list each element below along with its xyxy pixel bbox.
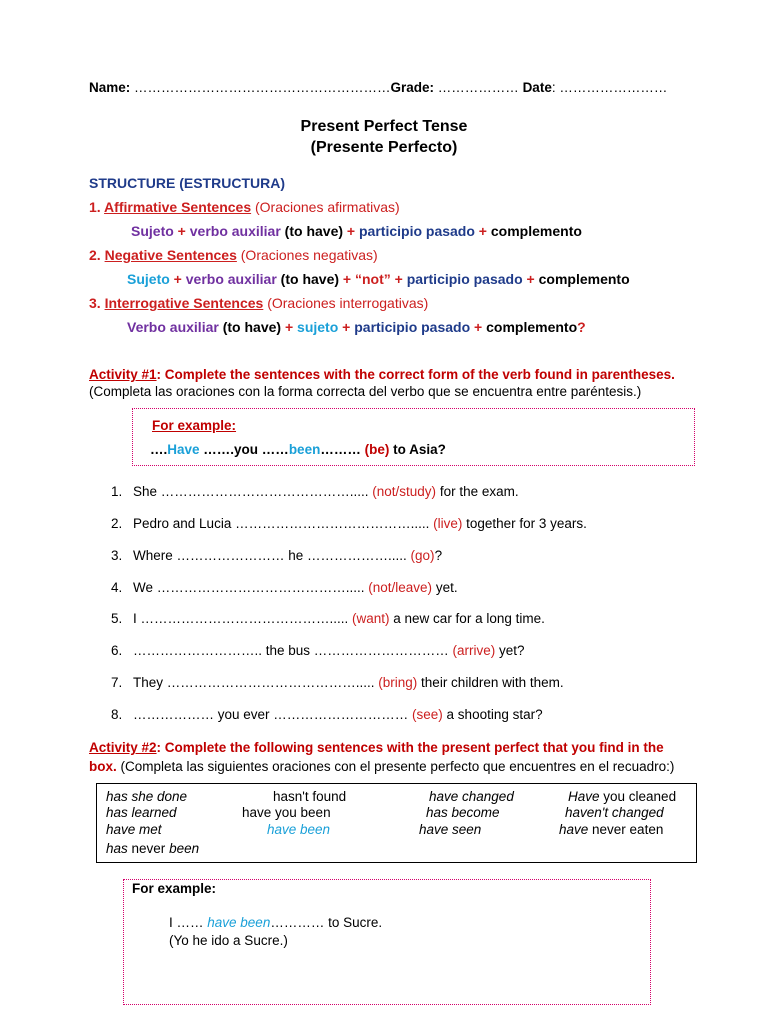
activity2-instruction: : Complete the following sentences with the present perfect that you find in the box. (89, 740, 664, 774)
date-colon: : (551, 80, 556, 95)
formula-complement: complemento (490, 223, 582, 239)
item-rest: for the exam. (436, 484, 519, 499)
affirmative-heading (89, 199, 400, 215)
name-label: Name: (89, 80, 131, 95)
formula-to-have: (to have) (280, 223, 344, 239)
name-blank[interactable]: ………………………………………………… (130, 80, 391, 95)
exercise-item[interactable] (111, 516, 587, 531)
formula-aux-verb: verbo auxiliar (189, 223, 281, 239)
word-option: have been (267, 822, 331, 837)
item-blank[interactable]: ……………………….. the bus ………………………… (133, 643, 453, 658)
formula-aux-verb: verbo auxiliar (185, 271, 277, 287)
item-number: 2. (111, 516, 123, 531)
word-option: have you been (242, 805, 331, 820)
example1-sentence (150, 442, 446, 457)
negative-label: Negative Sentences (104, 247, 237, 263)
example2-answer: have been (207, 915, 271, 930)
word-option-part: has (106, 841, 128, 856)
plus-sign: + (169, 271, 186, 287)
formula-participle: participio pasado (354, 319, 471, 335)
item-number: 7. (111, 675, 123, 690)
example2-pre: I …… (169, 915, 208, 930)
item-rest: their children with them. (417, 675, 564, 690)
exercise-item[interactable] (111, 580, 458, 595)
title-spanish: (Presente Perfecto) (310, 139, 458, 156)
item-blank[interactable]: She ……………………………………..... (133, 484, 373, 499)
item-verb: (want) (352, 611, 390, 626)
exercise-item[interactable] (111, 484, 519, 499)
plus-sign: + (339, 271, 355, 287)
plus-sign: + (281, 319, 298, 335)
formula-subject: sujeto (297, 319, 339, 335)
item-verb: (not/leave) (368, 580, 433, 595)
activity1-heading (89, 367, 675, 382)
example2-label: For example: (132, 881, 217, 896)
example2-sentence (169, 915, 382, 930)
word-option: haven't changed (565, 805, 664, 820)
exercise-item[interactable] (111, 675, 564, 690)
grade-blank[interactable]: ……………… (434, 80, 523, 95)
student-info-line (89, 80, 667, 95)
example1-mid: …….you …… (199, 442, 289, 457)
page-title (0, 116, 768, 158)
activity2-label: Activity #2 (89, 740, 157, 755)
item-blank[interactable]: I ……………………………………..... (133, 611, 353, 626)
item-blank[interactable]: They ……………………………………..... (133, 675, 379, 690)
example2-post: ………… to Sucre. (270, 915, 383, 930)
formula-subject: Sujeto (127, 271, 170, 287)
plus-sign: + (173, 223, 190, 239)
interrogative-formula (127, 319, 586, 335)
example1-lead: …. (150, 442, 168, 457)
formula-aux-verb: Verbo auxiliar (127, 319, 219, 335)
exercise-item[interactable] (111, 707, 543, 722)
exercise-item[interactable] (111, 643, 525, 658)
word-option: have changed (429, 789, 514, 804)
word-option-part: you cleaned (599, 789, 677, 804)
date-blank[interactable]: …………………… (555, 80, 668, 95)
formula-complement: complemento (538, 271, 630, 287)
activity2-heading (89, 738, 689, 776)
interrogative-heading (89, 295, 428, 311)
item-number: 8. (111, 707, 123, 722)
word-option-part: never eaten (588, 822, 664, 837)
plus-sign: + (390, 271, 407, 287)
word-option: have seen (419, 822, 482, 837)
item-blank[interactable]: ……………… you ever ………………………… (133, 707, 413, 722)
question-mark: ? (577, 319, 586, 335)
formula-to-have: (to have) (218, 319, 282, 335)
title-english: Present Perfect Tense (300, 118, 468, 135)
affirmative-formula (131, 223, 582, 239)
example1-trail: ……… (320, 442, 365, 457)
item-verb: (not/study) (372, 484, 437, 499)
item-verb: (see) (412, 707, 443, 722)
item-rest: a shooting star? (442, 707, 543, 722)
formula-participle: participio pasado (406, 271, 523, 287)
negative-number: 2. (89, 247, 105, 263)
affirmative-number: 1. (89, 199, 105, 215)
negative-heading (89, 247, 378, 263)
word-option: has learned (106, 805, 177, 820)
plus-sign: + (338, 319, 355, 335)
item-number: 4. (111, 580, 123, 595)
formula-complement: complemento (486, 319, 578, 335)
item-rest: a new car for a long time. (389, 611, 545, 626)
word-box (96, 783, 697, 863)
formula-not: “not” (355, 271, 391, 287)
example1-been: been (288, 442, 321, 457)
interrogative-number: 3. (89, 295, 105, 311)
interrogative-spanish: (Oraciones interrogativas) (263, 295, 429, 311)
activity1-subtitle: (Completa las oraciones con la forma correcta del verbo que se encuentra entre paréntesis.) (89, 384, 642, 399)
item-blank[interactable]: We ……………………………………..... (133, 580, 369, 595)
item-number: 5. (111, 611, 123, 626)
activity2-subtitle: (Completa las siguientes oraciones con el presente perfecto que encuentres en el recuadro:) (116, 759, 675, 774)
item-blank[interactable]: Pedro and Lucia …………………………………..... (133, 516, 434, 531)
item-rest: together for 3 years. (462, 516, 587, 531)
word-option (106, 841, 199, 856)
item-rest: yet. (432, 580, 458, 595)
example1-box (132, 408, 695, 466)
activity1-label: Activity #1 (89, 367, 157, 382)
word-option (559, 822, 663, 837)
example1-verb: (be) (364, 442, 390, 457)
exercise-item[interactable] (111, 611, 545, 626)
item-blank[interactable]: Where …………………… he ………………..... (133, 548, 411, 563)
negative-spanish: (Oraciones negativas) (236, 247, 378, 263)
example2-translation: (Yo he ido a Sucre.) (169, 933, 288, 948)
word-option: has she done (106, 789, 188, 804)
item-number: 3. (111, 548, 123, 563)
formula-participle: participio pasado (359, 223, 475, 239)
plus-sign: + (470, 319, 487, 335)
negative-formula (127, 271, 630, 287)
item-number: 6. (111, 643, 123, 658)
word-option: hasn't found (273, 789, 347, 804)
example1-have: Have (167, 442, 200, 457)
word-option-part: never (127, 841, 170, 856)
word-option-part: have (559, 822, 589, 837)
grade-label: Grade: (390, 80, 435, 95)
example1-label: For example: (152, 418, 237, 433)
activity1-instruction: : Complete the sentences with the correct form of the verb found in parentheses. (156, 367, 675, 382)
affirmative-label: Affirmative Sentences (104, 199, 252, 215)
exercise-item[interactable] (111, 548, 442, 563)
item-verb: (arrive) (452, 643, 496, 658)
item-rest: yet? (495, 643, 525, 658)
plus-sign: + (343, 223, 359, 239)
item-verb: (bring) (378, 675, 418, 690)
item-verb: (live) (433, 516, 463, 531)
item-verb: (go) (410, 548, 435, 563)
affirmative-spanish: (Oraciones afirmativas) (251, 199, 400, 215)
interrogative-label: Interrogative Sentences (104, 295, 264, 311)
plus-sign: + (474, 223, 491, 239)
formula-to-have: (to have) (276, 271, 340, 287)
formula-subject: Sujeto (131, 223, 174, 239)
word-option: have met (106, 822, 162, 837)
date-label: Date (522, 80, 552, 95)
word-option (568, 789, 676, 804)
word-option: has become (426, 805, 500, 820)
item-number: 1. (111, 484, 123, 499)
item-rest: ? (434, 548, 443, 563)
structure-heading: STRUCTURE (ESTRUCTURA) (89, 175, 285, 191)
word-option-part: been (169, 841, 200, 856)
word-option-part: Have (568, 789, 600, 804)
plus-sign: + (522, 271, 539, 287)
example1-rest: to Asia? (389, 442, 446, 457)
